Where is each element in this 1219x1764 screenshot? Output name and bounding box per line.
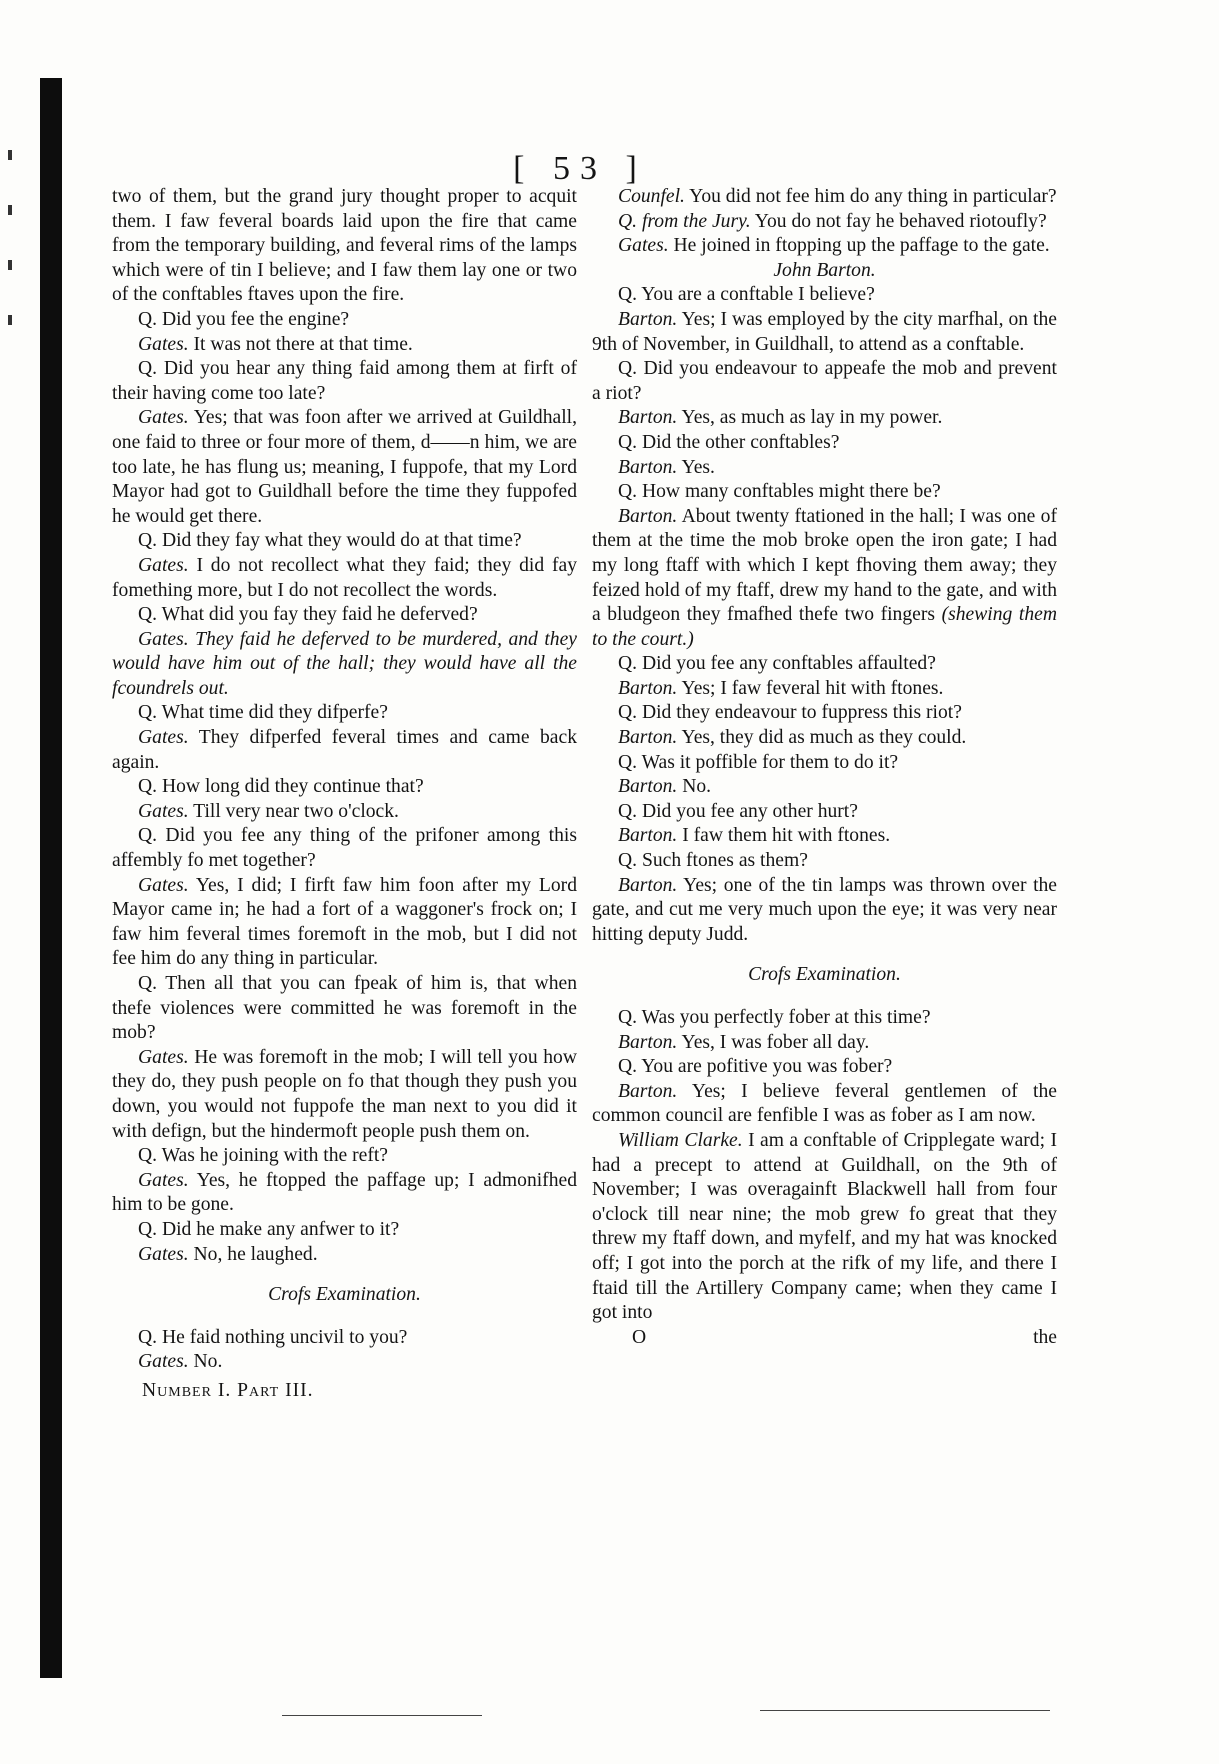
paragraph bbox=[592, 1129, 1057, 1326]
paragraph-text: Yes; one of the tin lamps was thrown over the gate, and cut me very much upon the eye; it was very near hitting deputy Judd. bbox=[592, 874, 1058, 945]
paragraph-text: He was foremoft in the mob; I will tell you how they do, they push people on fo that though they push you down, you would not fuppofe the man next to you did it with defign, but the hindermoft people push them on. bbox=[112, 1046, 577, 1142]
paragraph bbox=[592, 185, 1057, 210]
paragraph-text: Q. Did you hear any thing faid among them at firft of their having come too late? bbox=[112, 358, 577, 404]
speaker-name: Gates. bbox=[138, 554, 189, 576]
speaker-name: Gates. bbox=[138, 800, 189, 822]
speaker-name: Gates. bbox=[138, 727, 189, 749]
paragraph-text: Q. Did they fay what they would do at that time? bbox=[138, 530, 522, 552]
paragraph bbox=[112, 874, 577, 972]
paragraph bbox=[592, 800, 1057, 825]
speaker-name: Gates. bbox=[138, 874, 189, 896]
paragraph-text: No. bbox=[682, 776, 712, 798]
paragraph-text: He joined in ftopping up the paffage to the gate. bbox=[673, 235, 1050, 257]
paragraph bbox=[592, 849, 1057, 874]
bottom-rule bbox=[760, 1710, 1050, 1711]
paragraph bbox=[592, 234, 1057, 259]
paragraph-text: Yes, he ftopped the paffage up; I admonifhed him to be gone. bbox=[112, 1169, 578, 1216]
speaker-name: Barton. bbox=[618, 776, 678, 798]
paragraph-text: I do not recollect what they faid; they did fay fomething more, but I do not recollect the words. bbox=[112, 554, 577, 601]
signature-mark: O bbox=[632, 1326, 647, 1348]
paragraph-text: You did not fee him do any thing in particular? bbox=[689, 186, 1057, 207]
italic-text: (shewing them to the court.) bbox=[592, 604, 1057, 650]
paragraph-text: I am a conftable of Cripplegate ward; I had a precept to attend at Guildhall, on the 9th of November; I was overagainft Blackwell hall from four o'clock till near nine; the mob grew fo great that they threw my ftaff down, and myfelf, and my hat was knocked off; I got into the porch at the rifk of my life, and there I ftaid till the Artillery Company came; when they came I got into bbox=[592, 1129, 1057, 1324]
paragraph-text: Yes; I believe feveral gentlemen of the common council are fenfible I was as fober as I am now. bbox=[592, 1080, 1057, 1127]
bottom-rule bbox=[282, 1715, 482, 1716]
paragraph-text: Yes, I did; I firft faw him foon after my Lord Mayor came in; he had a fort of a waggoner's frock on; I faw him feveral times foremoft in the mob, but I did not fee him do any thing in particular. bbox=[112, 874, 578, 970]
speaker-name: Barton. bbox=[618, 308, 678, 330]
paragraph bbox=[592, 677, 1057, 702]
paragraph-text: Q. Did they endeavour to fuppress this riot? bbox=[618, 702, 962, 724]
paragraph bbox=[592, 1031, 1057, 1056]
paragraph bbox=[592, 652, 1057, 677]
speaker-name: Counfel. bbox=[618, 186, 685, 207]
paragraph bbox=[592, 505, 1057, 653]
paragraph-text: Q. Did you endeavour to appeafe the mob and prevent a riot? bbox=[592, 358, 1057, 404]
speaker-name: Gates. bbox=[138, 1243, 189, 1265]
paragraph bbox=[592, 1055, 1057, 1080]
paragraph bbox=[112, 308, 577, 333]
paragraph-text: Q. Did you fee the engine? bbox=[138, 308, 350, 330]
section-heading: John Barton. bbox=[773, 259, 876, 281]
paragraph bbox=[592, 480, 1057, 505]
paragraph-text: They difperfed feveral times and came back again. bbox=[112, 727, 577, 773]
paragraph bbox=[592, 751, 1057, 776]
edge-mark bbox=[8, 205, 12, 215]
paragraph bbox=[112, 972, 577, 1046]
paragraph bbox=[112, 628, 577, 702]
speaker-name: Barton. bbox=[618, 1031, 678, 1053]
page-number: [ 53 ] bbox=[513, 150, 647, 187]
edge-mark bbox=[8, 315, 12, 325]
paragraph bbox=[112, 800, 577, 825]
paragraph-text: Q. You are a conftable I believe? bbox=[618, 284, 875, 306]
paragraph-text: Q. Then all that you can fpeak of him is, that when thefe violences were committed he was foremoft in the mob? bbox=[112, 973, 577, 1044]
paragraph-text: Q. What time did they difperfe? bbox=[138, 702, 388, 724]
speaker-name: Barton. bbox=[618, 727, 678, 749]
paragraph bbox=[592, 406, 1057, 431]
paragraph bbox=[112, 1169, 577, 1218]
paragraph bbox=[592, 824, 1057, 849]
paragraph bbox=[592, 775, 1057, 800]
paragraph bbox=[592, 701, 1057, 726]
paragraph-text: Yes; I faw feveral hit with ftones. bbox=[681, 677, 944, 699]
paragraph-text: Q. What did you fay they faid he deferved? bbox=[138, 604, 478, 626]
paragraph-text: Q. He faid nothing uncivil to you? bbox=[138, 1326, 408, 1348]
paragraph-text: About twenty ftationed in the hall; I was one of them at the time the mob broke open the iron gate; I had my long ftaff with which I kept fhoving them away; they feized hold of my ftaff, drew my hand to the gate, and with a bludgeon they fmafhed thefe two fingers bbox=[592, 505, 1057, 626]
paragraph bbox=[112, 406, 577, 529]
speaker-name: Gates. bbox=[138, 407, 189, 429]
paragraph-text: No. bbox=[193, 1351, 223, 1373]
paragraph bbox=[112, 1218, 577, 1243]
paragraph-text: Yes, I was fober all day. bbox=[681, 1031, 870, 1053]
paragraph-text: Q. Did you fee any conftables affaulted? bbox=[618, 653, 936, 675]
paragraph bbox=[112, 1144, 577, 1169]
paragraph bbox=[112, 775, 577, 800]
paragraph-text: Q. Did you fee any thing of the prifoner among this affembly fo met together? bbox=[112, 825, 577, 872]
paragraph bbox=[112, 357, 577, 406]
paragraph-text: Q. Did the other conftables? bbox=[618, 431, 840, 453]
paragraph bbox=[592, 456, 1057, 481]
paragraph bbox=[112, 529, 577, 554]
paragraph-text: You do not fay he behaved riotoufly? bbox=[754, 210, 1047, 232]
paragraph bbox=[592, 210, 1057, 235]
speaker-name: Gates. bbox=[618, 235, 669, 257]
paragraph bbox=[112, 603, 577, 628]
italic-text: They faid he deferved to be murdered, and they would have him out of the hall; they would have all the fcoundrels out. bbox=[112, 628, 577, 699]
paragraph bbox=[592, 1080, 1057, 1129]
speaker-name: Barton. bbox=[618, 677, 678, 699]
speaker-name: William Clarke. bbox=[618, 1129, 743, 1151]
paragraph bbox=[112, 1350, 577, 1375]
speaker-name: Barton. bbox=[618, 407, 678, 429]
left-column bbox=[112, 185, 577, 1404]
speaker-name: Gates. bbox=[138, 1351, 189, 1373]
speaker-name: Barton. bbox=[618, 505, 678, 527]
speaker-name: Barton. bbox=[618, 825, 678, 847]
paragraph-text: Q. Such ftones as them? bbox=[618, 850, 808, 872]
paragraph-text: Yes, as much as lay in my power. bbox=[681, 407, 943, 429]
paragraph-text: Q. You are pofitive you was fober? bbox=[618, 1056, 893, 1078]
speaker-name: Barton. bbox=[618, 456, 678, 478]
paragraph bbox=[592, 357, 1057, 406]
paragraph bbox=[592, 308, 1057, 357]
paragraph bbox=[592, 431, 1057, 456]
section-heading: Crofs Examination. bbox=[268, 1284, 421, 1306]
paragraph-text: Q. Was it poffible for them to do it? bbox=[618, 751, 899, 773]
paragraph-text: Q. Did he make any anfwer to it? bbox=[138, 1218, 400, 1240]
paragraph bbox=[112, 701, 577, 726]
paragraph-text: Q. Was he joining with the reft? bbox=[138, 1145, 389, 1167]
paragraph bbox=[112, 554, 577, 603]
paragraph bbox=[112, 1326, 577, 1351]
speaker-name: Gates. bbox=[138, 333, 189, 355]
speaker-name: Gates. bbox=[138, 1169, 189, 1191]
paragraph-text: Q. Did you fee any other hurt? bbox=[618, 800, 858, 822]
paragraph bbox=[592, 1006, 1057, 1031]
paragraph-text: Yes; I was employed by the city marfhal, on the 9th of November, in Guildhall, to attend as a conftable. bbox=[592, 308, 1057, 355]
binding-edge bbox=[40, 78, 62, 1678]
speaker-name: Gates. bbox=[138, 628, 189, 650]
paragraph-text: Till very near two o'clock. bbox=[193, 800, 399, 822]
paragraph-text: two of them, but the grand jury thought proper to acquit them. I faw feveral boards laid upon the fire that came from the temporary building, and feveral rims of the lamps which were of tin I believe; and I faw them lay one or two of the conftables ftaves upon the fire. bbox=[112, 186, 577, 306]
paragraph bbox=[592, 874, 1057, 948]
signature-line: Number I. Part III. bbox=[142, 1379, 314, 1401]
speaker-name: Barton. bbox=[618, 1080, 678, 1102]
paragraph bbox=[112, 726, 577, 775]
paragraph-text: Yes; that was foon after we arrived at Guildhall, one faid to three or four more of them, d——n him, we are too late, he has flung us; meaning, I fuppofe, that my Lord Mayor had got to Guildhall before the time they fuppofed he would get there. bbox=[112, 407, 577, 527]
section-heading: Crofs Examination. bbox=[748, 964, 901, 986]
paragraph bbox=[112, 1046, 577, 1144]
paragraph-text: Q. How long did they continue that? bbox=[138, 776, 424, 798]
speaker-name: Gates. bbox=[138, 1046, 189, 1068]
paragraph-text: Yes. bbox=[681, 456, 715, 478]
catchword: the bbox=[1033, 1326, 1057, 1348]
paragraph-text: No, he laughed. bbox=[193, 1243, 318, 1265]
paragraph-text: I faw them hit with ftones. bbox=[682, 825, 891, 847]
paragraph bbox=[592, 283, 1057, 308]
right-column bbox=[592, 185, 1057, 1350]
paragraph bbox=[112, 1243, 577, 1268]
edge-mark bbox=[8, 260, 12, 270]
edge-mark bbox=[8, 150, 12, 160]
paragraph bbox=[592, 726, 1057, 751]
paragraph bbox=[112, 333, 577, 358]
paragraph-text: It was not there at that time. bbox=[193, 333, 413, 355]
paragraph-text: Q. Was you perfectly fober at this time? bbox=[618, 1007, 931, 1028]
paragraph bbox=[112, 185, 577, 308]
speaker-name: Barton. bbox=[618, 874, 678, 896]
speaker-name: Q. from the Jury. bbox=[618, 210, 751, 232]
paragraph-text: Yes, they did as much as they could. bbox=[681, 727, 967, 749]
paragraph-text: Q. How many conftables might there be? bbox=[618, 481, 941, 503]
paragraph bbox=[112, 824, 577, 873]
